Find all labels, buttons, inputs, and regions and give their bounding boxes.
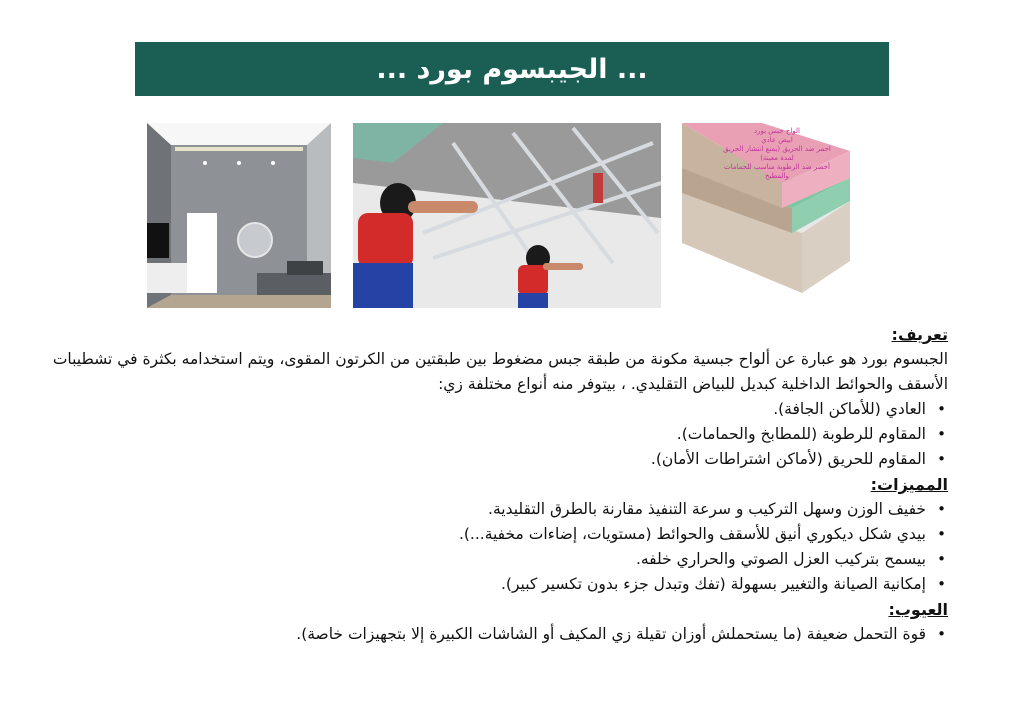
features-list bbox=[48, 497, 948, 597]
board-label-green: أخضر ضد الرطوبة مناسب للحمامات bbox=[724, 163, 830, 171]
board-label-red: احمر ضد الحريق (يمنع انتشار الحريق bbox=[723, 145, 831, 153]
list-item: • العادي (للأماكن الجافة). bbox=[48, 397, 926, 422]
page-title: ... الجيبسوم بورد ... bbox=[135, 42, 889, 96]
list-item: • خفيف الوزن وسهل التركيب و سرعة التنفيذ مقارنة بالطرق التقليدية. bbox=[48, 497, 926, 522]
board-label-red-cont: لمدة معينة) bbox=[760, 154, 794, 162]
drawbacks-list bbox=[48, 622, 948, 647]
document-body bbox=[48, 322, 948, 647]
board-label-white: ابيض عادي bbox=[761, 136, 793, 144]
gypsum-boards-photo bbox=[682, 123, 858, 308]
types-list bbox=[48, 397, 948, 472]
list-item: • بيدي شكل ديكوري أنيق للأسقف والحوائط (مستويات، إضاءات مخفية...). bbox=[48, 522, 926, 547]
list-item: • المقاوم للحريق (لأماكن اشتراطات الأمان). bbox=[48, 447, 926, 472]
list-item: • قوة التحمل ضعيفة (ما يستحملش أوزان تقيلة زي المكيف أو الشاشات الكبيرة إلا بتجهيزات خاصة). bbox=[48, 622, 926, 647]
list-item: • بيسمح بتركيب العزل الصوتي والحراري خلفه. bbox=[48, 547, 926, 572]
definition-heading: تعريف: bbox=[891, 325, 948, 344]
list-item: • إمكانية الصيانة والتغيير بسهولة (تفك وتبدل جزء بدون تكسير كبير). bbox=[48, 572, 926, 597]
board-label-title: الواح جبس بورد bbox=[753, 127, 801, 135]
workers-ceiling-photo bbox=[353, 123, 661, 308]
room-interior-photo bbox=[147, 123, 331, 308]
board-label-green-cont: والمطبخ bbox=[765, 172, 789, 180]
drawbacks-heading: العيوب: bbox=[888, 600, 948, 619]
features-heading: المميزات: bbox=[870, 475, 948, 494]
list-item: • المقاوم للرطوبة (للمطابخ والحمامات). bbox=[48, 422, 926, 447]
definition-text: الجبسوم بورد هو عبارة عن ألواح جبسية مكونة من طبقة جبس مضغوط بين طبقتين من الكرتون المقوى، ويتم استخدامه بكثرة في تشطيبات الأسقف والحوائط الداخلية كبديل للبياض التقليدي. ، بيتوفر منه أنواع مختلفة زي: bbox=[52, 350, 948, 393]
